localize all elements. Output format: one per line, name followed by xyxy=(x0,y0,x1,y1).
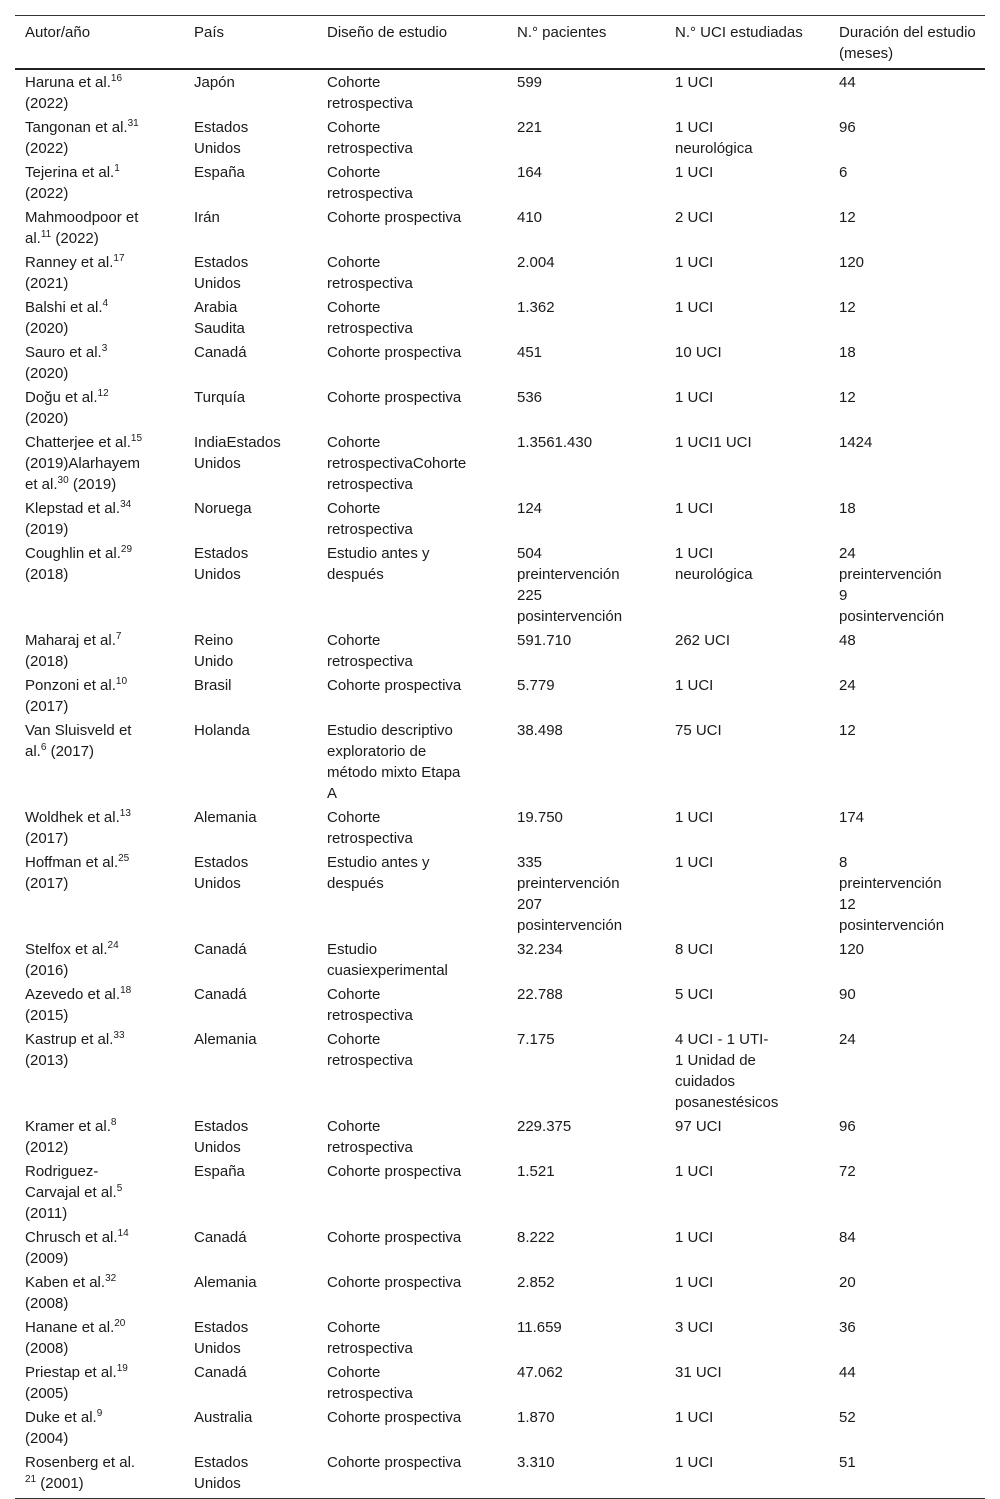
cell-patients: 1.870 xyxy=(517,1409,555,1426)
cell-author-year xyxy=(15,250,184,295)
cell-icus-studied: 10 UCI xyxy=(675,344,722,361)
author-name: Chatterjee et al. xyxy=(25,434,131,451)
cell-patients: 1.362 xyxy=(517,299,555,316)
cell-icus-studied: 1 UCI xyxy=(675,500,714,517)
cell-duration: 90 xyxy=(839,986,856,1003)
author-name: Rosenberg et al. xyxy=(25,1454,136,1471)
cell-country: Estados Unidos xyxy=(194,1319,249,1357)
author-name: Rodriguez- Carvajal et al. xyxy=(25,1163,117,1201)
cell-study-design: Cohorte prospectiva xyxy=(327,209,462,226)
cell-author-year xyxy=(15,628,184,673)
cell-icus-studied: 8 UCI xyxy=(675,941,714,958)
table-row xyxy=(15,1450,985,1499)
cell-country: Noruega xyxy=(194,500,252,517)
cell-icus-studied: 1 UCI xyxy=(675,1409,714,1426)
cell-country: Estados Unidos xyxy=(194,1118,249,1156)
cell-icus-studied: 1 UCI xyxy=(675,299,714,316)
reference-number: 10 xyxy=(115,676,128,687)
reference-number: 16 xyxy=(110,73,123,84)
cell-patients: 451 xyxy=(517,344,543,361)
cell-patients: 38.498 xyxy=(517,722,563,739)
author-name: Ponzoni et al. xyxy=(25,677,116,694)
author-year: (2013) xyxy=(25,1052,69,1069)
author-year: (2017) xyxy=(25,830,69,847)
cell-duration: 51 xyxy=(829,1450,985,1499)
cell-author-year xyxy=(15,1315,184,1360)
author-name: Klepstad et al. xyxy=(25,500,121,517)
cell-duration: 6 xyxy=(839,164,848,181)
author-name: Tejerina et al. xyxy=(25,164,115,181)
cell-duration: 72 xyxy=(839,1163,856,1180)
cell-duration: 12 xyxy=(839,389,856,406)
cell-study-design: Cohorte retrospectiva xyxy=(327,1319,413,1357)
cell-author-year xyxy=(15,295,184,340)
header-patients: N.° pacientes xyxy=(507,16,665,70)
author-name: Van Sluisveld et al. xyxy=(25,722,132,760)
table-body xyxy=(15,69,985,1499)
author-year: (2005) xyxy=(25,1385,69,1402)
author-name: Chrusch et al. xyxy=(25,1229,118,1246)
studies-table xyxy=(15,15,985,1499)
cell-study-design: Cohorte prospectiva xyxy=(327,1229,462,1246)
reference-number: 21 xyxy=(25,1474,37,1485)
cell-country: Alemania xyxy=(194,1031,257,1048)
cell-country: Turquía xyxy=(194,389,246,406)
author-year: (2017) xyxy=(25,875,69,892)
cell-duration: 44 xyxy=(839,1364,856,1381)
table-row xyxy=(15,250,985,295)
cell-study-design: Cohorte prospectiva xyxy=(327,389,462,406)
cell-icus-studied: 262 UCI xyxy=(675,632,731,649)
table-row xyxy=(15,1159,985,1225)
reference-number: 4 xyxy=(102,298,109,309)
cell-country: Canadá xyxy=(194,1364,247,1381)
cell-patients: 410 xyxy=(517,209,543,226)
cell-country: Canadá xyxy=(194,986,247,1003)
author-year: (2008) xyxy=(25,1340,69,1357)
cell-author-year xyxy=(15,1270,184,1315)
cell-country: España xyxy=(194,1163,245,1180)
cell-icus-studied: 1 UCI xyxy=(675,254,714,271)
table-row xyxy=(15,1315,985,1360)
header-study-duration: Duración del estudio (meses) xyxy=(829,16,985,70)
cell-patients: 32.234 xyxy=(517,941,563,958)
cell-icus-studied: 4 UCI - 1 UTI- 1 Unidad de cuidados posanestésicos xyxy=(675,1031,779,1111)
table-row xyxy=(15,628,985,673)
cell-country: Irán xyxy=(194,209,220,226)
cell-country: Japón xyxy=(194,74,235,91)
cell-patients: 19.750 xyxy=(517,809,563,826)
cell-study-design: Cohorte retrospectiva xyxy=(327,1118,413,1156)
cell-author-year xyxy=(15,340,184,385)
reference-number: 34 xyxy=(120,499,132,510)
author-name: Coughlin et al. xyxy=(25,545,121,562)
author-year: (2022) xyxy=(25,185,69,202)
author-name: Kastrup et al. xyxy=(25,1031,114,1048)
cell-author-year xyxy=(15,1027,184,1114)
cell-study-design: Estudio cuasiexperimental xyxy=(327,941,448,979)
author-name: Stelfox et al. xyxy=(25,941,108,958)
author-name: Maharaj et al. xyxy=(25,632,116,649)
reference-number: 24 xyxy=(107,940,119,951)
table-row xyxy=(15,850,985,937)
cell-author-year xyxy=(15,115,184,160)
cell-duration: 52 xyxy=(839,1409,856,1426)
author-year: (2022) xyxy=(25,140,69,157)
author-name: Kramer et al. xyxy=(25,1118,111,1135)
cell-author-year xyxy=(15,1114,184,1159)
cell-icus-studied: 2 UCI xyxy=(675,209,714,226)
cell-country: Brasil xyxy=(194,677,232,694)
cell-country: España xyxy=(194,164,245,181)
header-study-design: Diseño de estudio xyxy=(317,16,507,70)
cell-author-year xyxy=(15,1360,184,1405)
table-row xyxy=(15,205,985,250)
cell-duration: 48 xyxy=(839,632,856,649)
cell-duration: 12 xyxy=(839,209,856,226)
cell-study-design: Cohorte retrospectiva xyxy=(327,74,413,112)
cell-country: Holanda xyxy=(194,722,250,739)
author-year: (2022) xyxy=(25,95,69,112)
cell-author-year xyxy=(15,385,184,430)
cell-duration: 120 xyxy=(839,941,865,958)
cell-patients: 1.521 xyxy=(517,1163,555,1180)
table-row xyxy=(15,1270,985,1315)
author-year: (2017) xyxy=(46,743,94,760)
cell-author-year xyxy=(15,673,184,718)
cell-study-design: Cohorte prospectiva xyxy=(327,1409,462,1426)
author-year: (2001) xyxy=(36,1475,84,1492)
author-year: (2015) xyxy=(25,1007,69,1024)
table-row xyxy=(15,541,985,628)
author-name: Mahmoodpoor et al. xyxy=(25,209,139,247)
cell-country: IndiaEstados Unidos xyxy=(194,434,281,472)
cell-author-year xyxy=(15,1225,184,1270)
cell-icus-studied: 97 UCI xyxy=(675,1118,722,1135)
cell-author-year xyxy=(15,160,184,205)
cell-country: Alemania xyxy=(194,1274,257,1291)
cell-patients: 504 preintervención 225 posintervención xyxy=(517,545,623,625)
cell-country: Australia xyxy=(194,1409,253,1426)
cell-icus-studied: 3 UCI xyxy=(675,1319,714,1336)
cell-patients: 5.779 xyxy=(517,677,555,694)
cell-icus-studied: 1 UCI xyxy=(665,1450,829,1499)
reference-number: 25 xyxy=(118,853,130,864)
cell-duration: 18 xyxy=(839,344,856,361)
cell-study-design: Cohorte retrospectivaCohorte retrospectiva xyxy=(327,434,467,493)
author-name: Ranney et al. xyxy=(25,254,114,271)
studies-table-container xyxy=(15,15,985,1499)
reference-number: 13 xyxy=(119,808,131,819)
cell-study-design: Estudio antes y después xyxy=(327,545,430,583)
cell-author-year xyxy=(15,805,184,850)
cell-study-design: Cohorte retrospectiva xyxy=(327,1031,413,1069)
table-row xyxy=(15,115,985,160)
cell-author-year xyxy=(15,205,184,250)
cell-icus-studied: 1 UCI xyxy=(675,1229,714,1246)
header-row xyxy=(15,16,985,70)
cell-duration: 8 preintervención 12 posintervención xyxy=(839,854,945,934)
cell-study-design: Cohorte retrospectiva xyxy=(327,632,413,670)
cell-patients: 47.062 xyxy=(517,1364,563,1381)
table-row xyxy=(15,718,985,805)
cell-patients: 591.710 xyxy=(517,632,572,649)
cell-country: Estados Unidos xyxy=(194,854,249,892)
author-year: (2011) xyxy=(25,1205,68,1222)
author-year: (2016) xyxy=(25,962,69,979)
author-year: (2019) xyxy=(25,521,69,538)
cell-icus-studied: 1 UCI xyxy=(675,854,714,871)
cell-icus-studied: 1 UCI xyxy=(675,74,714,91)
table-header xyxy=(15,16,985,70)
table-row xyxy=(15,937,985,982)
cell-duration: 1424 xyxy=(839,434,873,451)
cell-duration: 96 xyxy=(839,1118,856,1135)
table-row xyxy=(15,496,985,541)
cell-icus-studied: 1 UCI xyxy=(675,1163,714,1180)
cell-duration: 44 xyxy=(839,74,856,91)
cell-study-design: Cohorte retrospectiva xyxy=(327,164,413,202)
author-name: Balshi et al. xyxy=(25,299,103,316)
cell-patients: 7.175 xyxy=(517,1031,555,1048)
author-name: Hanane et al. xyxy=(25,1319,115,1336)
author-year: (2018) xyxy=(25,566,69,583)
cell-author-year xyxy=(15,982,184,1027)
cell-country: Estados Unidos xyxy=(194,545,249,583)
author-year: (2020) xyxy=(25,410,69,427)
author-year: (2018) xyxy=(25,653,69,670)
author-name: Duke et al. xyxy=(25,1409,97,1426)
cell-country: Reino Unido xyxy=(194,632,234,670)
cell-duration: 174 xyxy=(839,809,865,826)
header-country: País xyxy=(184,16,317,70)
cell-author-year xyxy=(15,1450,184,1499)
author-name: Kaben et al. xyxy=(25,1274,106,1291)
cell-study-design: Estudio descriptivo exploratorio de método mixto Etapa A xyxy=(327,722,461,802)
cell-patients: 1.3561.430 xyxy=(517,434,593,451)
cell-icus-studied: 1 UCI1 UCI xyxy=(675,434,752,451)
cell-study-design: Cohorte prospectiva xyxy=(327,1163,462,1180)
author-year: (2022) xyxy=(51,230,99,247)
reference-number: 6 xyxy=(40,742,47,753)
cell-patients: 11.659 xyxy=(517,1319,562,1336)
cell-study-design: Cohorte prospectiva xyxy=(327,344,462,361)
reference-number: 5 xyxy=(116,1183,123,1194)
table-row xyxy=(15,385,985,430)
header-icus-studied: N.° UCI estudiadas xyxy=(665,16,829,70)
author-year: (2019) xyxy=(68,476,117,493)
header-author-year: Autor/año xyxy=(15,16,184,70)
author-year: (2017) xyxy=(25,698,69,715)
cell-duration: 96 xyxy=(839,119,856,136)
author-name: Hoffman et al. xyxy=(25,854,119,871)
cell-study-design: Cohorte prospectiva xyxy=(327,1274,462,1291)
table-row xyxy=(15,340,985,385)
author-name: Woldhek et al. xyxy=(25,809,120,826)
cell-duration: 84 xyxy=(839,1229,856,1246)
table-row xyxy=(15,1027,985,1114)
author-name: Priestap et al. xyxy=(25,1364,117,1381)
reference-number: 33 xyxy=(113,1030,125,1041)
reference-number: 7 xyxy=(115,631,122,642)
table-row xyxy=(15,295,985,340)
author-year: (2020) xyxy=(25,320,69,337)
cell-country: Estados Unidos xyxy=(194,119,249,157)
reference-number: 9 xyxy=(96,1408,103,1419)
cell-icus-studied: 1 UCI xyxy=(675,389,714,406)
author-name: Doğu et al. xyxy=(25,389,98,406)
cell-icus-studied: 1 UCI neurológica xyxy=(675,119,753,157)
reference-number: 3 xyxy=(101,343,108,354)
reference-number: 15 xyxy=(130,433,143,444)
author-name: Tangonan et al. xyxy=(25,119,128,136)
table-row xyxy=(15,982,985,1027)
reference-number: 29 xyxy=(120,544,133,555)
cell-patients: 8.222 xyxy=(517,1229,555,1246)
reference-number: 18 xyxy=(120,985,132,996)
reference-number: 11 xyxy=(40,229,52,240)
table-row xyxy=(15,1114,985,1159)
cell-patients: 536 xyxy=(517,389,543,406)
cell-country: Canadá xyxy=(194,1229,247,1246)
cell-icus-studied: 75 UCI xyxy=(675,722,722,739)
author-year: (2020) xyxy=(25,365,69,382)
cell-icus-studied: 1 UCI xyxy=(675,1274,714,1291)
cell-duration: 24 xyxy=(839,1031,856,1048)
cell-patients: 22.788 xyxy=(517,986,563,1003)
cell-duration: 24 preintervención 9 posintervención xyxy=(839,545,945,625)
cell-author-year xyxy=(15,850,184,937)
reference-number: 19 xyxy=(116,1363,128,1374)
cell-duration: 24 xyxy=(839,677,856,694)
table-row xyxy=(15,1225,985,1270)
cell-study-design: Cohorte retrospectiva xyxy=(327,1364,413,1402)
table-row xyxy=(15,160,985,205)
author-year: (2009) xyxy=(25,1250,69,1267)
cell-duration: 12 xyxy=(839,722,856,739)
table-row xyxy=(15,1405,985,1450)
reference-number: 31 xyxy=(127,118,139,129)
cell-author-year xyxy=(15,69,184,115)
cell-country: Arabia Saudita xyxy=(194,299,245,337)
reference-number: 14 xyxy=(117,1228,129,1239)
cell-patients: 229.375 xyxy=(517,1118,572,1135)
cell-icus-studied: 31 UCI xyxy=(675,1364,722,1381)
cell-patients: 124 xyxy=(517,500,543,517)
cell-icus-studied: 1 UCI xyxy=(675,809,714,826)
cell-study-design: Cohorte prospectiva xyxy=(317,1450,507,1499)
table-row xyxy=(15,69,985,115)
table-row xyxy=(15,805,985,850)
cell-author-year xyxy=(15,541,184,628)
author-year: (2004) xyxy=(25,1430,69,1447)
cell-author-year xyxy=(15,1159,184,1225)
cell-author-year xyxy=(15,937,184,982)
cell-duration: 120 xyxy=(839,254,865,271)
cell-patients: 2.004 xyxy=(517,254,555,271)
cell-study-design: Cohorte prospectiva xyxy=(327,677,462,694)
cell-study-design: Cohorte retrospectiva xyxy=(327,500,413,538)
author-year: (2021) xyxy=(25,275,69,292)
cell-duration: 36 xyxy=(839,1319,856,1336)
cell-patients: 221 xyxy=(517,119,543,136)
author-year: (2012) xyxy=(25,1139,69,1156)
cell-icus-studied: 1 UCI xyxy=(675,677,714,694)
table-row xyxy=(15,430,985,496)
cell-country: Estados Unidos xyxy=(184,1450,317,1499)
cell-study-design: Cohorte retrospectiva xyxy=(327,299,413,337)
cell-country: Alemania xyxy=(194,809,257,826)
reference-number: 1 xyxy=(114,163,120,174)
reference-number: 17 xyxy=(113,253,125,264)
cell-icus-studied: 5 UCI xyxy=(675,986,714,1003)
cell-study-design: Cohorte retrospectiva xyxy=(327,809,413,847)
cell-patients: 335 preintervención 207 posintervención xyxy=(517,854,623,934)
cell-patients: 164 xyxy=(517,164,543,181)
cell-patients: 2.852 xyxy=(517,1274,555,1291)
reference-number: 12 xyxy=(97,388,109,399)
author-name: Sauro et al. xyxy=(25,344,102,361)
cell-patients: 3.310 xyxy=(507,1450,665,1499)
cell-author-year xyxy=(15,1405,184,1450)
reference-number: 20 xyxy=(114,1318,126,1329)
cell-study-design: Estudio antes y después xyxy=(327,854,430,892)
cell-author-year xyxy=(15,496,184,541)
cell-duration: 18 xyxy=(839,500,856,517)
cell-icus-studied: 1 UCI xyxy=(675,164,714,181)
author-name: Haruna et al. xyxy=(25,74,111,91)
cell-icus-studied: 1 UCI neurológica xyxy=(675,545,753,583)
cell-duration: 20 xyxy=(839,1274,856,1291)
cell-country: Estados Unidos xyxy=(194,254,249,292)
reference-number: 8 xyxy=(110,1117,117,1128)
author-year: (2019)Alarhayem et al. xyxy=(25,455,141,493)
author-name: Azevedo et al. xyxy=(25,986,121,1003)
reference-number: 30 xyxy=(57,475,69,486)
cell-duration: 12 xyxy=(839,299,856,316)
cell-author-year xyxy=(15,718,184,805)
cell-study-design: Cohorte retrospectiva xyxy=(327,119,413,157)
cell-country: Canadá xyxy=(194,941,247,958)
cell-author-year xyxy=(15,430,184,496)
reference-number: 32 xyxy=(105,1273,117,1284)
cell-study-design: Cohorte retrospectiva xyxy=(327,986,413,1024)
cell-patients: 599 xyxy=(517,74,543,91)
cell-country: Canadá xyxy=(194,344,247,361)
cell-study-design: Cohorte retrospectiva xyxy=(327,254,413,292)
table-row xyxy=(15,1360,985,1405)
table-row xyxy=(15,673,985,718)
author-year: (2008) xyxy=(25,1295,69,1312)
